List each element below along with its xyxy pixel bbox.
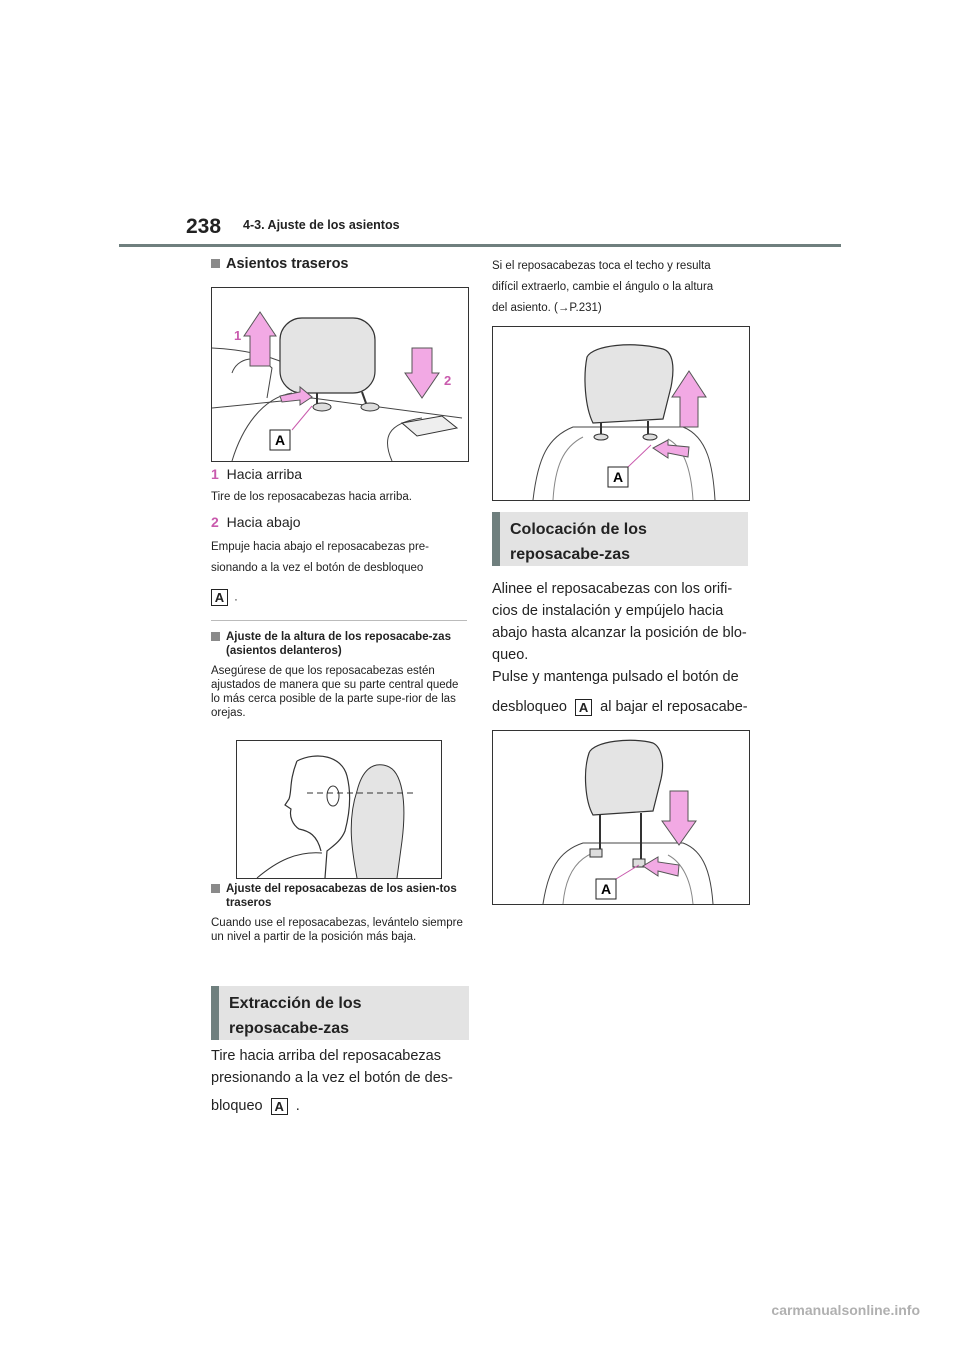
install-illustration <box>493 731 749 904</box>
item-2-label: Hacia abajo <box>226 514 301 530</box>
install-p3-pre: desbloqueo <box>492 699 567 715</box>
square-bullet-icon <box>211 632 220 641</box>
item-1 <box>211 466 302 482</box>
roof-note-line1: Si el reposacabezas toca el techo y resulta <box>492 260 711 272</box>
install-banner: Colocación de los reposacabe-zas <box>492 512 748 566</box>
rear-adjust-note <box>211 882 469 944</box>
fig1-label-2: 2 <box>444 373 452 388</box>
section-title: 4-3. Ajuste de los asientos <box>243 218 400 232</box>
item-1-number: 1 <box>211 466 219 482</box>
header-rule <box>119 244 841 247</box>
fig4-label-a: A <box>600 881 612 897</box>
front-height-body: Asegúrese de que los reposacabezas estén ajustados de manera que su parte central quede lo más cerca posible de la parte supe-rior de las orejas. <box>211 665 459 719</box>
install-p3-post: al bajar el reposacabe- <box>600 699 748 715</box>
page-number: 238 <box>186 215 222 238</box>
figure-rear-headrest-adjust <box>211 287 469 462</box>
rear-adjust-title: Ajuste del reposacabezas de los asien-tos traseros <box>226 883 457 909</box>
square-bullet-icon <box>211 884 220 893</box>
rear-adjust-body: Cuando use el reposacabezas, levántelo siempre un nivel a partir de la posición más baja. <box>211 917 463 943</box>
badge-a: A <box>211 589 228 606</box>
removal-tail: . <box>295 1098 300 1114</box>
install-p2: Pulse y mantenga pulsado el botón de <box>492 669 739 685</box>
roof-note-line3: del asiento. (→P.231) <box>492 302 602 314</box>
watermark: carmanualsonline.info <box>771 1302 920 1318</box>
front-height-title: Ajuste de la altura de los reposacabe-zas (asientos delanteros) <box>226 631 451 657</box>
removal-line3: bloqueo <box>211 1098 263 1114</box>
removal-line2: presionando a la vez el botón de des- <box>211 1070 453 1086</box>
removal-banner: Extracción de los reposacabe-zas <box>211 986 469 1040</box>
figure-headrest-removal <box>492 326 750 501</box>
roof-note <box>492 256 754 319</box>
item-2-desc-line2: sionando a la vez el botón de desbloqueo <box>211 562 424 574</box>
rear-seats-heading-text: Asientos traseros <box>226 256 349 272</box>
item-1-desc: Tire de los reposacabezas hacia arriba. <box>211 491 412 503</box>
badge-a: A <box>271 1098 288 1115</box>
badge-a: A <box>575 699 592 716</box>
item-2 <box>211 514 301 530</box>
rear-headrest-illustration <box>212 288 468 461</box>
install-text <box>492 578 750 746</box>
square-bullet-icon <box>211 259 220 268</box>
removal-line1: Tire hacia arriba del reposacabezas <box>211 1048 441 1064</box>
section-divider <box>211 620 467 621</box>
rear-seats-heading <box>211 256 349 272</box>
item-1-label: Hacia arriba <box>226 466 303 482</box>
figure-front-headrest-height <box>236 740 442 879</box>
fig1-label-a: A <box>274 432 286 448</box>
roof-note-line2: difícil extraerlo, cambie el ángulo o la altura <box>492 281 714 293</box>
item-2-desc <box>211 539 471 607</box>
fig1-label-1: 1 <box>234 328 242 343</box>
figure-headrest-install <box>492 730 750 905</box>
item-2-number: 2 <box>211 514 219 530</box>
item-2-tail: . <box>234 591 238 604</box>
item-2-desc-line1: Empuje hacia abajo el reposacabezas pre- <box>211 541 429 553</box>
removal-illustration <box>493 327 749 500</box>
head-profile-illustration <box>237 741 441 878</box>
install-p1: Alinee el reposacabezas con los orifi-cios de instalación y empújelo hacia abajo hasta alcanzar la posición de blo-queo. <box>492 581 747 663</box>
fig3-label-a: A <box>612 469 624 485</box>
removal-text <box>211 1045 471 1117</box>
front-height-note <box>211 630 469 720</box>
